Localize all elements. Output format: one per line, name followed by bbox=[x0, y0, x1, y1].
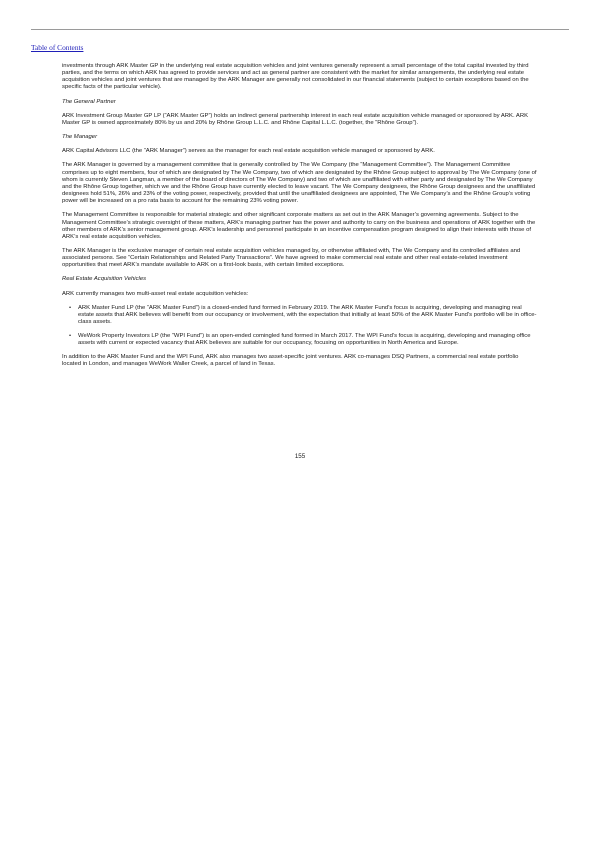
vehicles-heading: Real Estate Acquisition Vehicles bbox=[62, 276, 147, 283]
manager-heading: The Manager bbox=[62, 134, 98, 141]
closing-paragraph: In addition to the ARK Master Fund and the WPI Fund, ARK also manages two asset-specific joint ventures. ARK co-manages DSQ Partners, a commercial real estate portfolio located in London, and manages WeWork Waller Creek, a parcel of land in Texas. bbox=[62, 354, 519, 368]
vehicles-intro-paragraph: ARK currently manages two multi-asset real estate acquisition vehicles: bbox=[62, 290, 249, 297]
manager-paragraph-3: The Management Committee is responsible for material strategic and other significant corporate matters as set out in the ARK Manager’s governing agreements. Subject to the Management Committee’s strategic oversight of these matters, ARK’s managing partner has the power and authority to carry on the business and operations of ARK together with the other members of ARK’s senior management group. ARK’s leadership and personnel participate in an incentive compensation program designed to align their interests with those of ARK’s real estate acquisition vehicles. bbox=[62, 212, 536, 240]
manager-paragraph-4: The ARK Manager is the exclusive manager of certain real estate acquisition vehicles managed by, or otherwise affiliated with, The We Company and its controlled affiliates and associated persons. See “Certain Relationships and Related Party Transactions”. We have agreed to make commercial real estate and other real estate-related investment opportunities that meet ARK’s mandate available to ARK on a first-look basis, with certain limited exceptions. bbox=[62, 247, 521, 269]
general-partner-heading: The General Partner bbox=[62, 98, 116, 105]
manager-paragraph-1: ARK Capital Advisors LLC (the “ARK Manager”) serves as the manager for each real estate acquisition vehicle managed or sponsored by ARK. bbox=[62, 148, 435, 155]
vehicles-list bbox=[62, 305, 538, 347]
table-of-contents-link[interactable]: Table of Contents bbox=[31, 43, 84, 52]
general-partner-paragraph: ARK Investment Group Master GP LP (“ARK Master GP”) holds an indirect general partnership interest in each real estate acquisition vehicle managed or sponsored by ARK. ARK Master GP is owned approximately 80% by us and 20% by Rhône Group L.L.C. and Rhône Capital L.L.C. (together, the “Rhône Group”). bbox=[62, 112, 529, 126]
document-body bbox=[62, 63, 538, 375]
manager-paragraph-2: The ARK Manager is governed by a management committee that is generally controlled by The We Company (the “Management Committee”). The Management Committee comprises up to eight members, four of which are designated by The We Company, two of which are designated by the Rhône Group subject to approval by The We Company (one of whom is currently Steven Langman, a member of the board of directors of The We Company) and two of which are unaffiliated with either party and designated by The We Company and the Rhône Group together, which we and the Rhône Group have currently elected to leave vacant. The We Company designees, the Rhône Group designees and the unaffiliated designees hold 51%, 26% and 23% of the voting power, respectively, provided that until the unaffiliated designees are appointed, The We Company’s and the Rhône Group’s voting power will be increased on a pro rata basis to account for the remaining 23% voting power. bbox=[62, 162, 537, 205]
intro-paragraph: investments through ARK Master GP in the underlying real estate acquisition vehicles and joint ventures generally represent a small percentage of the total capital invested by third parties, and the terms on which ARK has agreed to provide services and act as general partner are consistent with the market for similar arrangements, the underlying real estate acquisition vehicles and joint ventures that are managed by the ARK Manager are generally not consolidated in our financial statements (subject to certain exceptions based on the specific facts of the particular vehicle). bbox=[62, 63, 529, 91]
list-item: • WeWork Property Investors LP (the “WPI Fund”) is an open-ended comingled fund formed in March 2017. The WPI Fund’s focus is acquiring, developing and managing office assets with current or expected vacancy that ARK believes are suitable for our occupancy, focusing on opportunities in North America and Europe. bbox=[78, 333, 538, 347]
top-divider bbox=[31, 29, 569, 30]
list-item: • ARK Master Fund LP (the “ARK Master Fund”) is a closed-ended fund formed in February 2019. The ARK Master Fund’s focus is acquiring, developing and managing real estate assets that ARK believes will benefit from our occupancy or involvement, with the expectation that initially at least 50% of the ARK Master Fund’s portfolio will be in office-class assets. bbox=[78, 305, 538, 326]
page-number: 155 bbox=[294, 453, 306, 460]
